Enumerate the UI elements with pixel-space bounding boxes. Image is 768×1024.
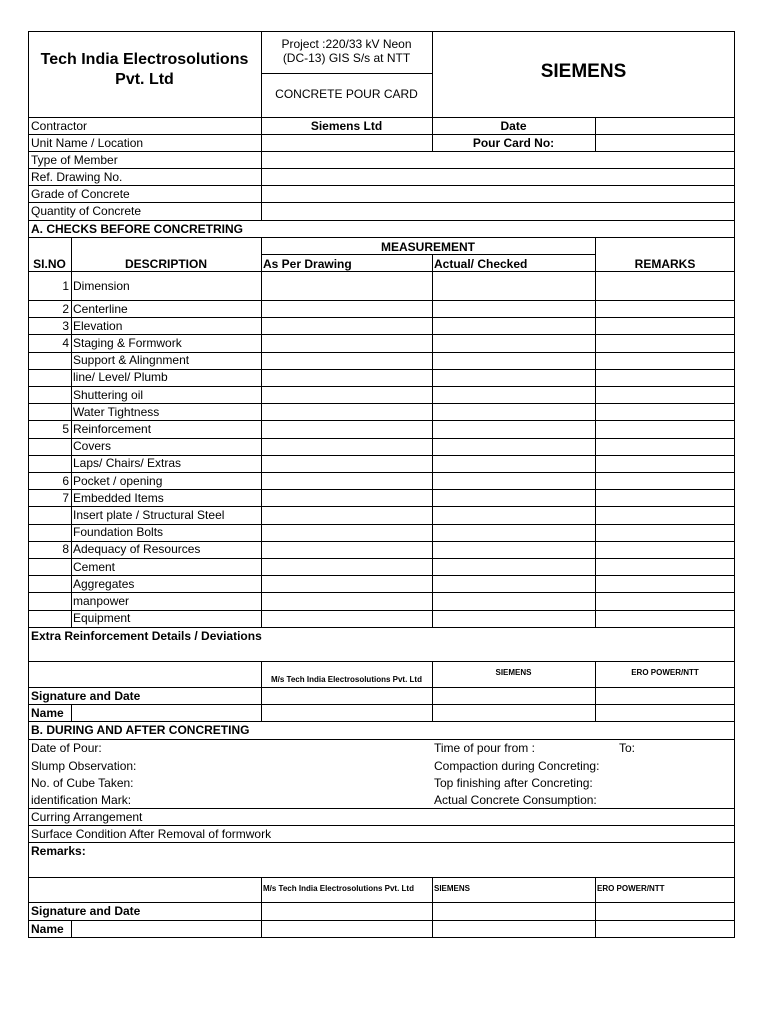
check-item-number: 4 — [62, 336, 69, 350]
sign2-rule — [28, 920, 735, 921]
measurement-header: MEASUREMENT — [380, 240, 475, 254]
date-label: Date — [500, 119, 527, 133]
check-item-description: Laps/ Chairs/ Extras — [73, 456, 182, 470]
sign1-tech-india-label: M/s Tech India Electrosolutions Pvt. Ltd — [271, 675, 422, 684]
section-a-rule — [28, 237, 735, 238]
sign2-name-column-rule — [71, 920, 72, 938]
check-item-description: line/ Level/ Plumb — [73, 370, 168, 384]
check-item-description: Support & Alingnment — [73, 353, 190, 367]
member-type-label: Type of Member — [31, 153, 118, 167]
slump-label: Slump Observation: — [31, 759, 137, 773]
sign1-column-rule — [432, 661, 433, 721]
info-row-rule — [28, 117, 735, 118]
check-item-number: 2 — [62, 302, 69, 316]
check-item-number: 8 — [62, 542, 69, 556]
table-row-rule — [28, 575, 735, 576]
check-item-description: Cement — [73, 560, 116, 574]
curring-label: Curring Arrangement — [31, 810, 143, 824]
sign2-column-rule — [595, 877, 596, 938]
info-row-rule — [28, 168, 735, 169]
sign1-signature-label: Signature and Date — [31, 689, 141, 703]
check-item-description: manpower — [73, 594, 130, 608]
company-name: Tech India Electrosolutions — [40, 51, 249, 68]
contractor-value: Siemens Ltd — [310, 119, 383, 133]
extra-reinforcement-label: Extra Reinforcement Details / Deviations — [31, 629, 262, 643]
identification-mark-label: identification Mark: — [31, 793, 132, 807]
check-item-description: Staging & Formwork — [73, 336, 182, 350]
project-title-divider — [261, 73, 432, 74]
concrete-grade-label: Grade of Concrete — [31, 187, 130, 201]
check-item-description: Equipment — [73, 611, 131, 625]
check-item-number: 7 — [62, 491, 69, 505]
check-item-description: Elevation — [73, 319, 123, 333]
sign1-column-rule — [261, 661, 262, 721]
table-row-rule — [28, 420, 735, 421]
table-row-rule — [28, 592, 735, 593]
sign1-rule — [28, 687, 735, 688]
check-item-description: Covers — [73, 439, 112, 453]
info-row-rule — [28, 151, 735, 152]
table-row-rule — [28, 300, 735, 301]
section-b-rule — [28, 739, 735, 740]
table-row-rule — [28, 271, 735, 272]
remarks-rule — [28, 842, 735, 843]
actual-column-rule — [432, 254, 433, 627]
sign2-rule — [28, 902, 735, 903]
unit-location-label: Unit Name / Location — [31, 136, 144, 150]
drawing-column-rule — [261, 237, 262, 627]
sign1-name-column-rule — [71, 704, 72, 721]
consumption-label: Actual Concrete Consumption: — [434, 793, 597, 807]
remarks-header: REMARKS — [634, 257, 696, 271]
compaction-label: Compaction during Concreting: — [434, 759, 600, 773]
remarks-column-rule — [595, 237, 596, 627]
company-name-suffix: Pvt. Ltd — [115, 71, 174, 88]
sign1-name-label: Name — [31, 706, 64, 720]
check-item-description: Centerline — [73, 302, 128, 316]
check-item-description: Aggregates — [73, 577, 135, 591]
sign1-rule — [28, 721, 735, 722]
sign2-ero-power-label: ERO POWER/NTT — [597, 884, 665, 893]
table-row-rule — [28, 489, 735, 490]
sign2-top-rule — [28, 877, 735, 878]
table-row-rule — [28, 334, 735, 335]
info-row-rule — [28, 134, 735, 135]
info-right-column — [595, 117, 596, 151]
table-row-rule — [28, 386, 735, 387]
check-item-description: Water Tightness — [73, 405, 160, 419]
sign2-name-label: Name — [31, 922, 64, 936]
sign2-siemens-label: SIEMENS — [434, 884, 471, 893]
remarks-label: Remarks: — [31, 844, 86, 858]
date-of-pour-label: Date of Pour: — [31, 741, 102, 755]
table-row-rule — [28, 472, 735, 473]
top-finishing-label: Top finishing after Concreting: — [434, 776, 593, 790]
pour-card-label: Pour Card No: — [472, 136, 555, 150]
check-item-number: 5 — [62, 422, 69, 436]
check-item-description: Foundation Bolts — [73, 525, 164, 539]
slno-header: SI.NO — [33, 257, 66, 271]
check-item-description: Embedded Items — [73, 491, 164, 505]
curring-rule — [28, 808, 735, 809]
check-item-description: Insert plate / Structural Steel — [73, 508, 225, 522]
check-item-number: 6 — [62, 474, 69, 488]
brand-name: SIEMENS — [540, 61, 627, 82]
sign1-siemens-label: SIEMENS — [495, 668, 532, 677]
time-to-label: To: — [619, 741, 636, 755]
sign2-column-rule — [261, 877, 262, 938]
extra-reinforcement-rule — [28, 661, 735, 662]
table-row-rule — [28, 627, 735, 628]
slno-column-rule — [71, 237, 72, 627]
concrete-quantity-label: Quantity of Concrete — [31, 204, 142, 218]
check-item-number: 1 — [62, 279, 69, 293]
card-title: CONCRETE POUR CARD — [275, 87, 418, 101]
table-row-rule — [28, 438, 735, 439]
check-item-number: 3 — [62, 319, 69, 333]
time-from-label: Time of pour from : — [434, 741, 535, 755]
project-title: Project :220/33 kV Neon — [281, 37, 412, 51]
surface-rule — [28, 825, 735, 826]
actual-checked-header: Actual/ Checked — [434, 257, 528, 271]
project-location: (DC-13) GIS S/s at NTT — [282, 51, 411, 65]
table-row-rule — [28, 506, 735, 507]
info-row-rule — [28, 185, 735, 186]
sign2-signature-label: Signature and Date — [31, 904, 141, 918]
check-item-description: Dimension — [73, 279, 130, 293]
section-a-title: A. CHECKS BEFORE CONCRETRING — [31, 222, 244, 236]
surface-condition-label: Surface Condition After Removal of formwork — [31, 827, 272, 841]
info-row-rule — [28, 202, 735, 203]
section-b-title: B. DURING AND AFTER CONCRETING — [31, 723, 250, 737]
table-row-rule — [28, 403, 735, 404]
table-row-rule — [28, 610, 735, 611]
info-row-rule — [28, 220, 735, 221]
sign1-ero-power-label: ERO POWER/NTT — [631, 668, 699, 677]
table-row-rule — [28, 558, 735, 559]
sign1-rule — [28, 704, 735, 705]
check-item-description: Shuttering oil — [73, 388, 144, 402]
measurement-subheader-rule — [261, 254, 595, 255]
sign2-tech-india-label: M/s Tech India Electrosolutions Pvt. Ltd — [263, 884, 414, 893]
description-header: DESCRIPTION — [124, 257, 207, 271]
check-item-description: Reinforcement — [73, 422, 152, 436]
check-item-description: Adequacy of Resources — [73, 542, 201, 556]
sign2-column-rule — [432, 877, 433, 938]
as-per-drawing-header: As Per Drawing — [263, 257, 352, 271]
table-row-rule — [28, 317, 735, 318]
drawing-number-label: Ref. Drawing No. — [31, 170, 123, 184]
cubes-label: No. of Cube Taken: — [31, 776, 134, 790]
check-item-description: Pocket / opening — [73, 474, 163, 488]
contractor-label: Contractor — [31, 119, 88, 133]
sign1-column-rule — [595, 661, 596, 721]
